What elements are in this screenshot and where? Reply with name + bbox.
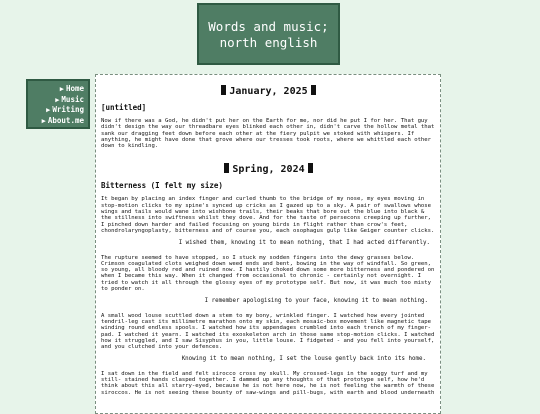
triangle-right-icon: ▶ [59, 85, 64, 93]
site-title-line2: north english [219, 35, 318, 50]
post-paragraph: The rupture seemed to have stopped, so I stuck my sodden fingers into the dewy grasses below. Crimson coagulated clots weighed down weed ends and bent, bowing in the way of windfall. So green, so young, all bloody red and ruined now. I hastily choked down some more bitterness and pondered on when I became this way. When it changed from occasional to chronic - certainly not overnight. I tried to watch it all through the glossy eyes of my prototype self. But now, it was much too misty to ponder on. [101, 254, 435, 293]
nav-item-label: Music [61, 94, 84, 104]
post-date: Spring, 2024 [232, 164, 305, 176]
post-date: January, 2025 [229, 86, 308, 97]
nav-item-label: Writing [52, 105, 84, 114]
site-title-box [197, 3, 340, 65]
post-paragraph: Now if there was a God, he didn't put her on the Earth for me, nor did he put I for her. That guy didn't design the way our threadbare eyes blinked each other in, didn't carve the hollow metal that sank our dragging feet down before each other at the fiery pulpit we stoked with whispers. If anything, he might have done that grove where our tresses took roots, where we whittled each other down to kindling. [101, 118, 435, 150]
post-refrain-line: Knowing it to mean nothing, I set the louse gently back into its home. [181, 356, 426, 363]
post-title: [untitled] [101, 103, 147, 112]
triangle-right-icon: ▶ [55, 95, 60, 104]
post-date-heading [101, 85, 436, 97]
nav-item-label: Home [65, 84, 84, 93]
nav-item-label: About.me [47, 115, 84, 125]
nav-item-writing[interactable] [28, 105, 84, 116]
post-paragraph: I sat down in the field and felt sirocco cross my skull. My crossed-legs in the soggy turf and my still- stained hands clasped together. I dammed up any thoughts of that prototype self, how he'd think about this all starry-eyed, because he is not here now, he is not feeling the warmth of these siroccos. He is not seeing these bounty of saw-wings and pill-bugs, with earth and blood underneath [101, 370, 435, 396]
triangle-right-icon: ▶ [41, 116, 46, 125]
triangle-right-icon: ▶ [46, 106, 51, 114]
site-title-line1: Words and music; [208, 19, 329, 34]
black-bar-icon [308, 163, 313, 173]
nav-item-about[interactable] [28, 116, 84, 127]
nav-menu [26, 79, 90, 129]
nav-item-home[interactable] [28, 84, 84, 95]
nav-item-music[interactable] [28, 95, 84, 106]
post-refrain-line: I remember apologising to your face, knowing it to mean nothing. [204, 298, 428, 305]
post-refrain-line: I wished them, knowing it to mean nothing, that I had acted differently. [178, 240, 430, 247]
post-title: Bitterness (I felt my size) [101, 181, 223, 191]
black-bar-icon [311, 85, 316, 95]
post-paragraph: It began by placing an index finger and curled thumb to the bridge of my nose, my eyes moving in stop-motion clicks to my spine's synced up cricks as I gazed up to a sky. A pair of swallows whose wings and tails would wane into wishbone trails, their beaks that bore out the blue into black & the stillness into swiftness whilst they dove. And for the taste of persecons creeping up further, I pinched down harder and failed focusing on young birds in flight rather than crow's feet, chondrolaryngoplasty, bitterness and of course you, each osophagus gulp like Geiger counter clicks. [101, 196, 435, 234]
black-bar-icon [221, 85, 226, 95]
post-date-heading [101, 163, 436, 175]
black-bar-icon [224, 163, 229, 173]
post-paragraph: A small wood louse scuttled down a stem to my bony, wrinkled finger. I watched how every jointed tendril-leg cast its millimetre marathon onto my skin, each mosaic-box movement like magnetic tape winding round endless spools. I watched how its appendages crumbled into each trench of my finger-pad. I watched it yearn. I watched its exoskeleton arch in those same stop-motion clicks. I watched how it struggled, and I saw Sisyphus in you, little louse. I fidgeted - and you fell into yourself, and you clutched into your defences. [101, 312, 435, 351]
main-content[interactable] [95, 74, 441, 414]
